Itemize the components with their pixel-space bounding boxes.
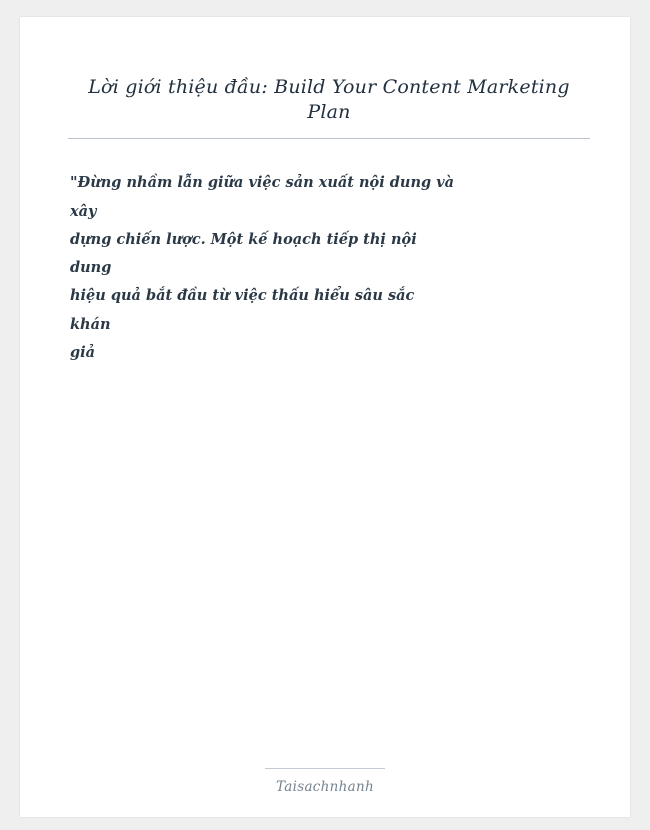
quote-line: "Đừng nhầm lẫn giữa việc sản xuất nội dung và [70,174,455,192]
footer-brand: Taisachnhanh [276,779,374,795]
page-title: Lời giới thiệu đầu: Build Your Content Marketing Plan [88,76,570,123]
footer-divider [265,768,385,769]
quote-line: khán [70,315,111,333]
title-divider [68,138,590,139]
document-page [20,17,630,817]
document-content [68,75,590,367]
quote-line: dựng chiến lược. Một kế hoạch tiếp thị nội [70,230,417,248]
quote-line: dung [70,259,112,277]
quote-line: xây [70,202,97,220]
quote-line: hiệu quả bắt đầu từ việc thấu hiểu sâu sắc [70,287,415,305]
page-footer [20,768,630,795]
quote-line: giả [70,343,96,361]
quote-block [68,169,590,367]
